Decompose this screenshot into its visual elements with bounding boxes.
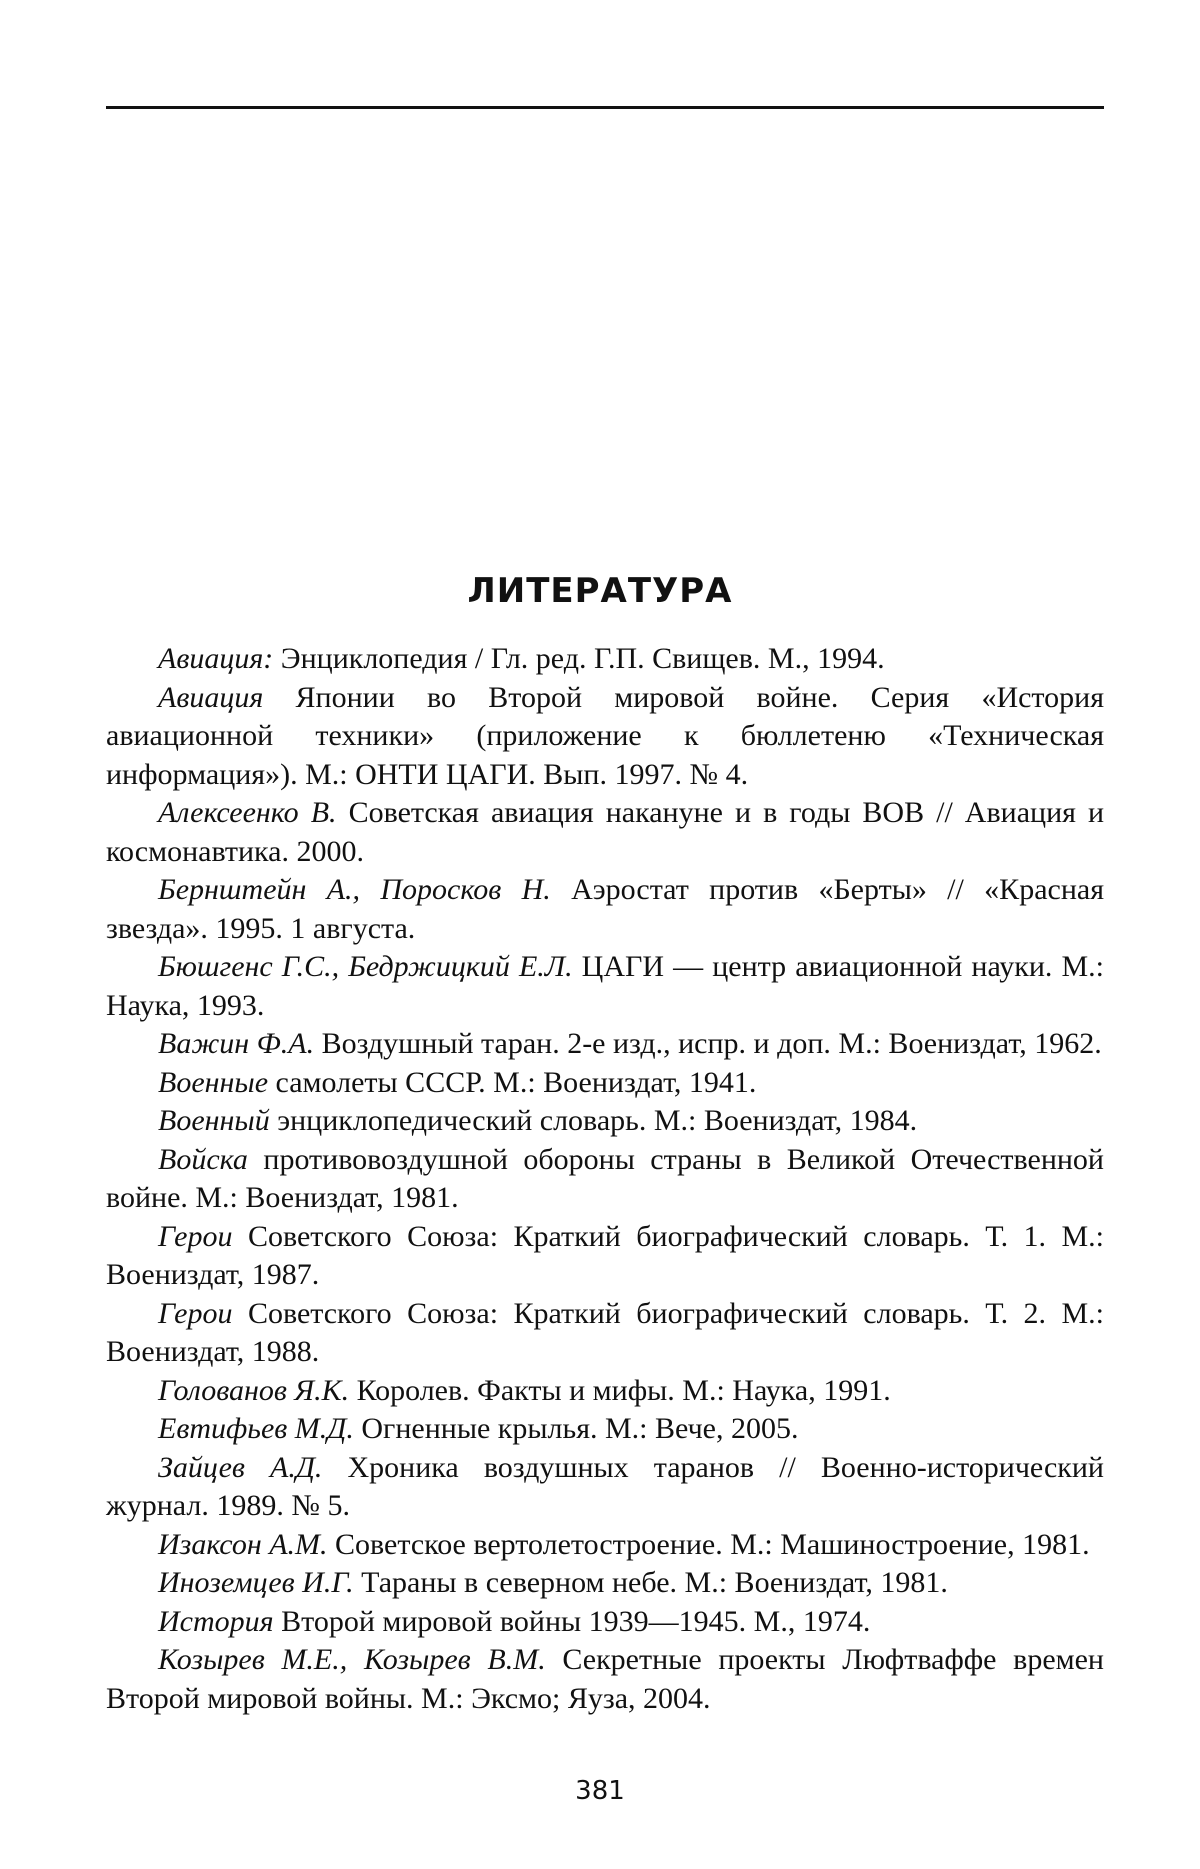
entry-text: Секретные проекты Люфтваффе времен Второй мировой войны. М.: Эксмо; Яуза, 2004. — [106, 1643, 1104, 1715]
entry-author: Войска — [158, 1142, 248, 1176]
entry-text: энциклопедический словарь. М.: Воениздат, 1984. — [269, 1104, 918, 1137]
entry-text: Советского Союза: Краткий биографический словарь. Т. 2. М.: Воениздат, 1988. — [106, 1296, 1104, 1368]
entry-author: Бернштейн А., Поросков Н. — [158, 873, 551, 906]
entry-author: Козырев М.Е., Козырев В.М. — [158, 1643, 546, 1676]
bibliography-entry — [106, 1526, 1104, 1565]
bibliography-entry — [106, 794, 1104, 871]
entry-author: Авиация: — [158, 642, 274, 675]
entry-author: Военные — [158, 1065, 269, 1099]
bibliography-entry — [106, 1025, 1104, 1064]
entry-text: Тараны в северном небе. М.: Воениздат, 1981. — [353, 1566, 948, 1599]
entry-text: Советского Союза: Краткий биографический словарь. Т. 1. М.: Воениздат, 1987. — [106, 1219, 1104, 1291]
entry-author: Важин Ф.А. — [158, 1027, 315, 1060]
bibliography-entry — [106, 1141, 1104, 1218]
entry-author: Авиация — [158, 680, 264, 714]
entry-author: Евтифьев М.Д. — [158, 1412, 354, 1445]
entry-text: Огненные крылья. М.: Вече, 2005. — [353, 1412, 799, 1445]
bibliography-entry — [106, 1372, 1104, 1411]
entry-text: Советское вертолетостроение. М.: Машиностроение, 1981. — [327, 1527, 1090, 1561]
entry-author: Алексеенко В. — [158, 796, 337, 829]
entry-text: Аэростат против «Берты» // «Красная звезда». 1995. 1 августа. — [106, 873, 1104, 945]
bibliography-entry — [106, 1064, 1104, 1103]
entry-text: Японии во Второй мировой войне. Серия «История авиационной техники» (приложение к бюллетеню «Техническая информация»). М.: ОНТИ ЦАГИ. Вып. 1997. № 4. — [106, 680, 1104, 791]
entry-text: Энциклопедия / Гл. ред. Г.П. Свищев. М., 1994. — [273, 642, 885, 675]
entry-text: Второй мировой войны 1939—1945. М., 1974. — [273, 1604, 871, 1638]
entry-text: Хроника воздушных таранов // Военно-исторический журнал. 1989. № 5. — [106, 1450, 1104, 1522]
bibliography-entry — [106, 1218, 1104, 1295]
bibliography-entry — [106, 1449, 1104, 1526]
entry-text: самолеты СССР. М.: Воениздат, 1941. — [268, 1065, 757, 1099]
entry-author: Герои — [158, 1296, 233, 1330]
page-heading: ЛИТЕРАТУРА — [467, 570, 733, 611]
entry-text: Королев. Факты и мифы. М.: Наука, 1991. — [349, 1373, 891, 1407]
bibliography-entry — [106, 1295, 1104, 1372]
bibliography-entry — [106, 948, 1104, 1025]
entry-author: Зайцев А.Д. — [158, 1450, 323, 1484]
bibliography-entry — [106, 1641, 1104, 1718]
bibliography-entry — [106, 871, 1104, 948]
entry-author: Голованов Я.К. — [158, 1373, 350, 1407]
bibliography-entry — [106, 640, 1104, 679]
bibliography-entry — [106, 1102, 1104, 1141]
entry-author: Иноземцев И.Г. — [158, 1566, 354, 1599]
bibliography-entry — [106, 1410, 1104, 1449]
entry-author: Военный — [158, 1104, 270, 1137]
entry-text: Советская авиация накануне и в годы ВОВ // Авиация и космонавтика. 2000. — [106, 796, 1104, 868]
page-number: 381 — [575, 1776, 625, 1806]
entry-text: ЦАГИ — центр авиационной науки. М.: Наука, 1993. — [106, 950, 1104, 1022]
entry-author: История — [158, 1604, 274, 1638]
entry-author: Изаксон А.М. — [158, 1527, 328, 1561]
bibliography-entry — [106, 679, 1104, 795]
entry-author: Герои — [158, 1219, 233, 1253]
entry-text: противовоздушной обороны страны в Великой Отечественной войне. М.: Воениздат, 1981. — [106, 1142, 1104, 1214]
entry-author: Бюшгенс Г.С., Бедржицкий Е.Л. — [158, 950, 573, 983]
entry-text: Воздушный таран. 2-е изд., испр. и доп. М.: Воениздат, 1962. — [314, 1027, 1102, 1060]
bibliography-list — [106, 640, 1104, 1718]
bibliography-entry — [106, 1564, 1104, 1603]
top-rule — [106, 106, 1104, 109]
bibliography-entry — [106, 1603, 1104, 1642]
